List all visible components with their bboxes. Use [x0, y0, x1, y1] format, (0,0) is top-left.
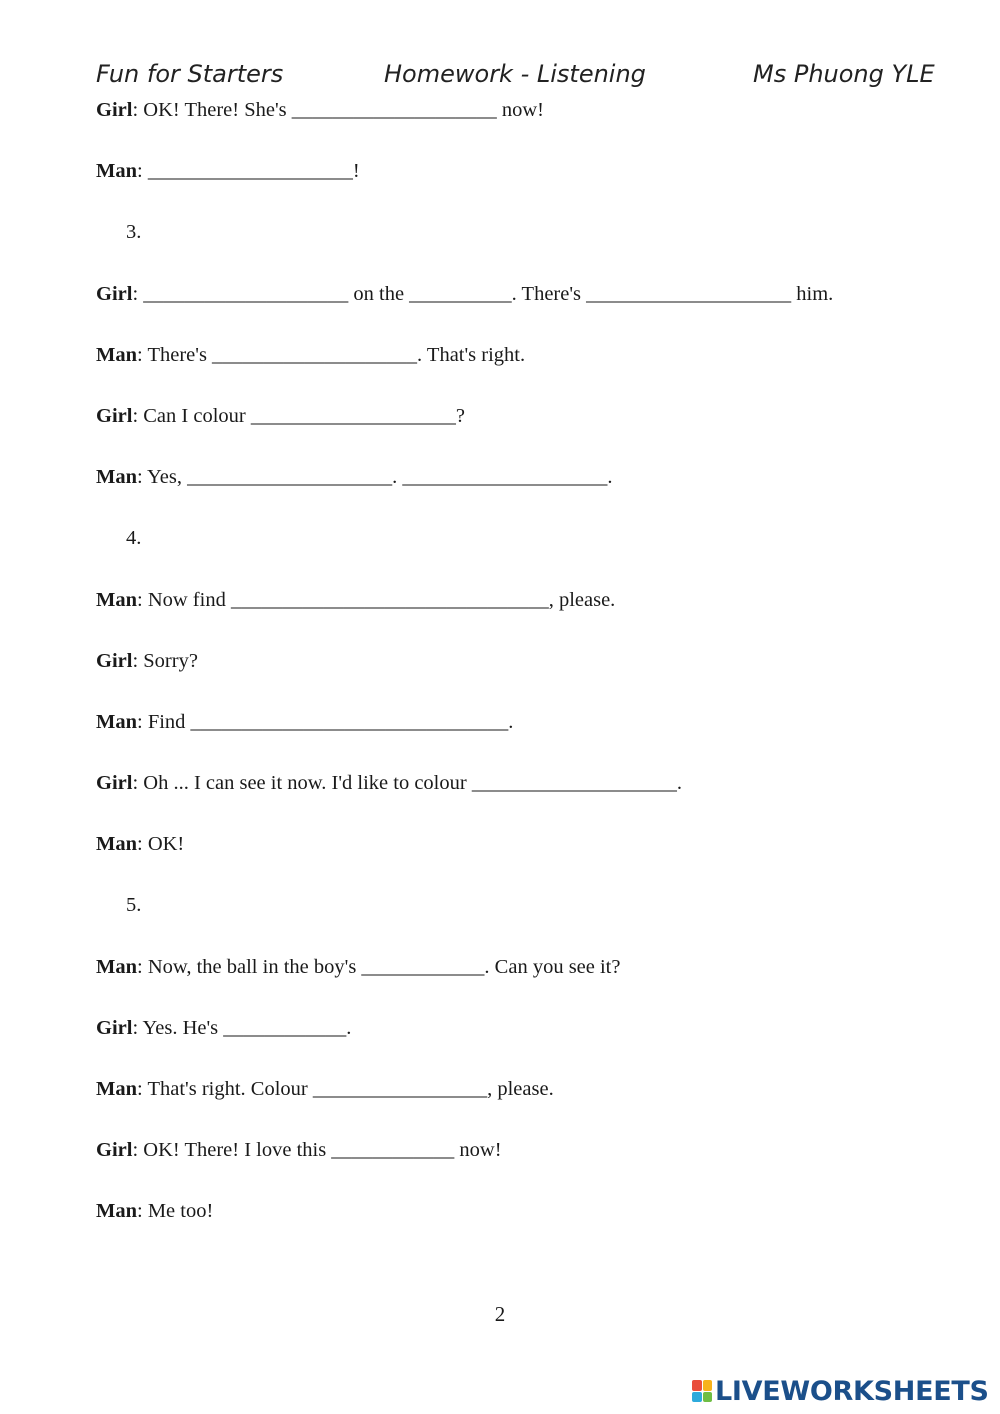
- speaker-label: Girl: [96, 1017, 133, 1039]
- speaker-label: Man: [96, 956, 137, 978]
- logo-square-3: [692, 1392, 702, 1403]
- logo-square-4: [703, 1392, 713, 1403]
- speaker-label: Man: [96, 466, 137, 488]
- dialogue-line: [96, 771, 682, 795]
- logo-text: LIVEWORKSHEETS: [715, 1375, 989, 1407]
- speaker-label: Man: [96, 344, 137, 366]
- speaker-label: Girl: [96, 99, 133, 121]
- speaker-label: Man: [96, 711, 137, 733]
- dialogue-text: : Me too!: [137, 1200, 214, 1222]
- dialogue-line: [96, 588, 615, 612]
- speaker-label: Man: [96, 1078, 137, 1100]
- question-number: 5.: [126, 894, 142, 916]
- logo-square-2: [703, 1380, 713, 1391]
- dialogue-line: [96, 159, 360, 183]
- dialogue-line: [96, 465, 613, 489]
- dialogue-line: [96, 1016, 351, 1040]
- dialogue-line: [96, 832, 184, 856]
- speaker-label: Man: [96, 833, 137, 855]
- dialogue-text: : Yes. He's ____________.: [132, 1017, 352, 1039]
- header-course-title: Fun for Starters: [96, 60, 284, 88]
- speaker-label: Girl: [96, 283, 133, 305]
- dialogue-line: [96, 1199, 213, 1223]
- dialogue-text: : Now find _______________________________, please.: [137, 589, 616, 611]
- dialogue-line: [96, 282, 833, 306]
- dialogue-text: : Find _______________________________.: [137, 711, 514, 733]
- dialogue-line: [96, 710, 513, 734]
- header-teacher-name: Ms Phuong YLE: [753, 60, 935, 88]
- page-number: 2: [494, 1302, 506, 1326]
- dialogue-text: : OK! There! I love this ____________ now!: [132, 1139, 502, 1161]
- dialogue-line: [96, 343, 525, 367]
- dialogue-line: [96, 1077, 554, 1101]
- dialogue-line: [96, 404, 465, 428]
- dialogue-line: [96, 649, 198, 673]
- speaker-label: Girl: [96, 405, 133, 427]
- dialogue-text: : ____________________ on the __________. There's ____________________ him.: [132, 283, 834, 305]
- header-homework-title: Homework - Listening: [384, 60, 646, 88]
- speaker-label: Girl: [96, 772, 133, 794]
- dialogue-text: : Now, the ball in the boy's ____________. Can you see it?: [137, 956, 621, 978]
- speaker-label: Girl: [96, 1139, 133, 1161]
- dialogue-text: : OK!: [137, 833, 185, 855]
- dialogue-text: : OK! There! She's ____________________ now!: [132, 99, 544, 121]
- dialogue-text: : ____________________!: [137, 160, 360, 182]
- dialogue-text: : Can I colour ____________________?: [132, 405, 465, 427]
- dialogue-line: [96, 98, 544, 122]
- dialogue-text: : There's ____________________. That's right.: [137, 344, 526, 366]
- speaker-label: Man: [96, 1200, 137, 1222]
- logo-square-1: [692, 1380, 702, 1391]
- liveworksheets-logo: [692, 1376, 989, 1406]
- dialogue-text: : Oh ... I can see it now. I'd like to colour ____________________.: [132, 772, 682, 794]
- liveworksheets-logo-icon: [692, 1380, 712, 1402]
- speaker-label: Man: [96, 589, 137, 611]
- question-number: 4.: [126, 527, 142, 549]
- dialogue-text: : Sorry?: [132, 650, 198, 672]
- speaker-label: Man: [96, 160, 137, 182]
- dialogue-text: : That's right. Colour _________________, please.: [137, 1078, 554, 1100]
- dialogue-line: [96, 955, 620, 979]
- dialogue-line: [96, 1138, 502, 1162]
- page-header: [0, 60, 1000, 96]
- question-number: 3.: [126, 221, 142, 243]
- speaker-label: Girl: [96, 650, 133, 672]
- dialogue-text: : Yes, ____________________. ____________________.: [137, 466, 613, 488]
